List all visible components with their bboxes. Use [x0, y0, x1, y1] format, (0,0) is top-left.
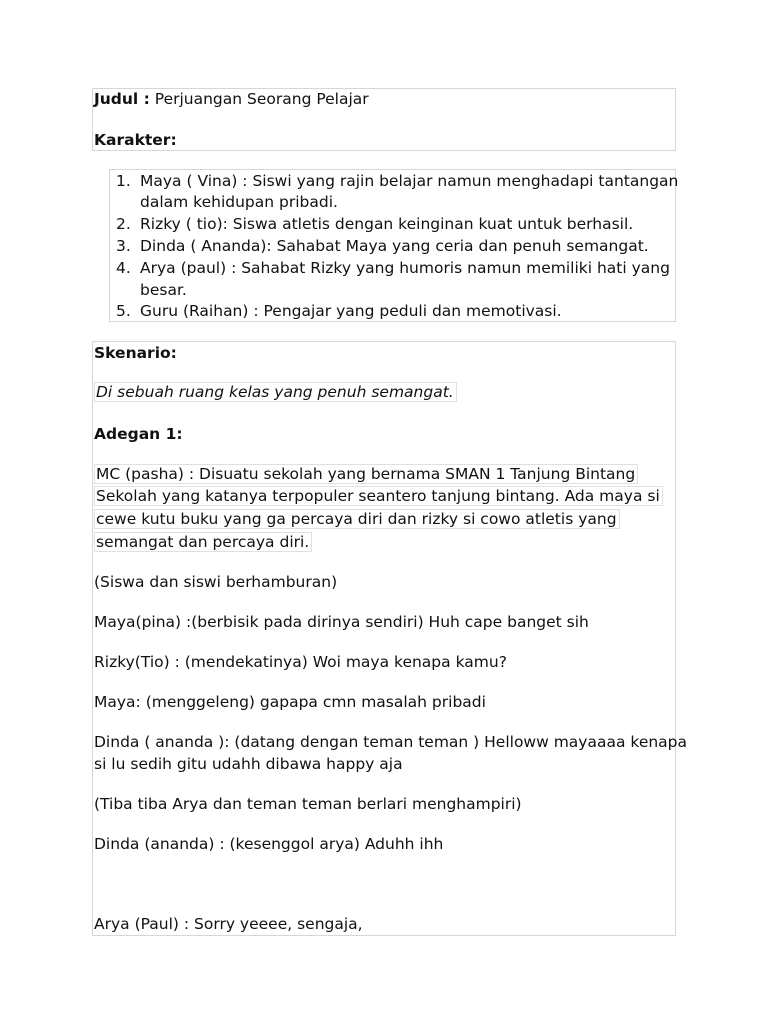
list-number: 3. — [116, 237, 131, 255]
mc-text: Sekolah yang katanya terpopuler seantero tanjung bintang. Ada maya si — [94, 486, 663, 506]
mc-line — [94, 486, 663, 507]
dialogue-line: Rizky(Tio) : (mendekatinya) Woi maya kenapa kamu? — [94, 653, 507, 671]
characters-heading: Karakter: — [94, 131, 177, 149]
list-number: 1. — [116, 172, 131, 190]
document-title — [94, 89, 369, 110]
mc-line — [94, 464, 638, 485]
title-label: Judul : — [94, 90, 150, 108]
mc-line — [94, 509, 620, 530]
list-number: 2. — [116, 215, 131, 233]
list-text: Guru (Raihan) : Pengajar yang peduli dan memotivasi. — [140, 302, 562, 320]
list-number: 4. — [116, 259, 131, 277]
setting-line — [94, 382, 457, 403]
list-text: Dinda ( Ananda): Sahabat Maya yang ceria dan penuh semangat. — [140, 237, 649, 255]
list-text: besar. — [140, 281, 187, 299]
dialogue-line: Maya(pina) :(berbisik pada dirinya sendiri) Huh cape banget sih — [94, 613, 589, 631]
list-text: Arya (paul) : Sahabat Rizky yang humoris namun memiliki hati yang — [140, 259, 670, 277]
mc-text: cewe kutu buku yang ga percaya diri dan rizky si cowo atletis yang — [94, 509, 620, 529]
dialogue-line: Dinda (ananda) : (kesenggol arya) Aduhh ihh — [94, 835, 444, 853]
dialogue-line: Dinda ( ananda ): (datang dengan teman teman ) Helloww mayaaaa kenapa — [94, 733, 688, 751]
setting-text: Di sebuah ruang kelas yang penuh semangat. — [94, 382, 457, 402]
scenario-heading: Skenario: — [94, 344, 177, 362]
title-value: Perjuangan Seorang Pelajar — [154, 90, 369, 108]
mc-text: MC (pasha) : Disuatu sekolah yang bernama SMAN 1 Tanjung Bintang — [94, 464, 638, 484]
list-text: Rizky ( tio): Siswa atletis dengan keinginan kuat untuk berhasil. — [140, 215, 634, 233]
mc-line — [94, 532, 312, 553]
dialogue-line: Maya: (menggeleng) gapapa cmn masalah pribadi — [94, 693, 486, 711]
list-text: Maya ( Vina) : Siswi yang rajin belajar namun menghadapi tantangan — [140, 172, 679, 190]
dialogue-line: Arya (Paul) : Sorry yeeee, sengaja, — [94, 915, 363, 933]
dialogue-line: si lu sedih gitu udahh dibawa happy aja — [94, 755, 403, 773]
scene1-heading: Adegan 1: — [94, 425, 183, 443]
mc-text: semangat dan percaya diri. — [94, 532, 312, 552]
dialogue-line: (Siswa dan siswi berhamburan) — [94, 573, 338, 591]
dialogue-line: (Tiba tiba Arya dan teman teman berlari menghampiri) — [94, 795, 522, 813]
list-number: 5. — [116, 302, 131, 320]
list-text: dalam kehidupan pribadi. — [140, 193, 338, 211]
